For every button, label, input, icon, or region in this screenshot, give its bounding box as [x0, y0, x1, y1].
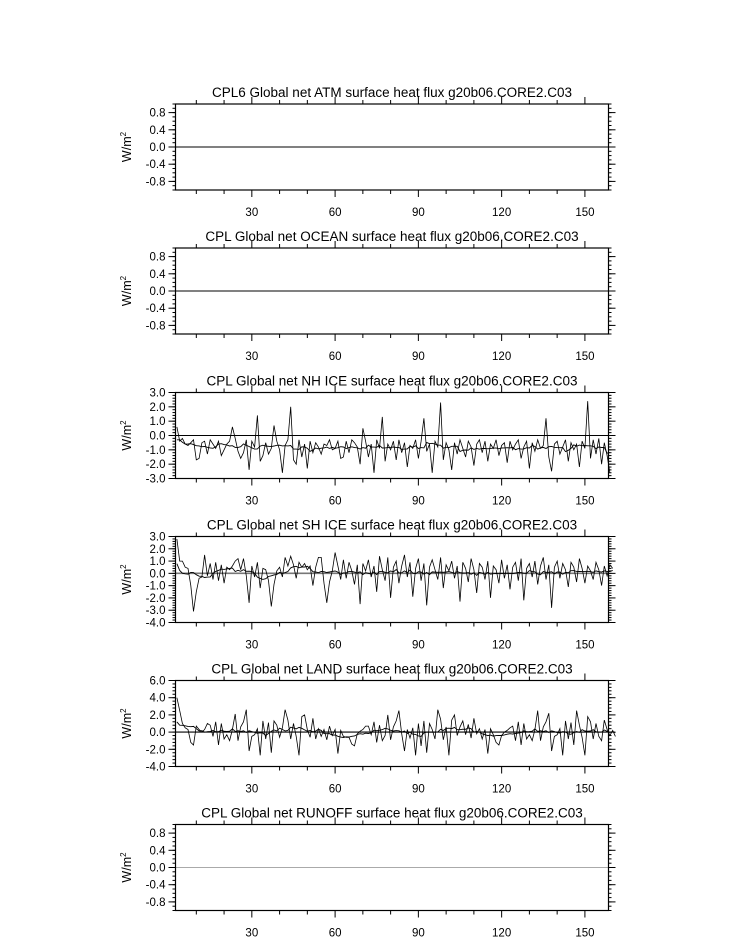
y-tick-label: 0.0 [149, 430, 166, 443]
x-tick-label: 90 [411, 351, 425, 363]
panel-title: CPL Global net NH ICE surface heat flux g20b06.CORE2.C03 [206, 373, 578, 389]
x-tick-label: 90 [411, 783, 425, 796]
y-axis-label [119, 708, 134, 739]
y-tick-label: 0.8 [149, 828, 166, 841]
panel-2 [119, 229, 616, 363]
panel-title: CPL Global net SH ICE surface heat flux g20b06.CORE2.C03 [206, 517, 578, 533]
x-tick-label: 30 [245, 495, 259, 508]
y-axis-label-exponent: 2 [119, 275, 128, 281]
y-tick-label: -0.4 [145, 303, 166, 316]
panel-3 [119, 374, 616, 508]
x-tick-label: 60 [328, 207, 342, 219]
x-tick-label: 30 [245, 351, 259, 363]
y-tick-label: -0.8 [145, 176, 166, 189]
y-tick-label: -3.0 [145, 605, 166, 618]
y-axis-label-exponent: 2 [119, 708, 128, 713]
y-tick-label: 0.0 [149, 568, 166, 581]
y-axis-label [119, 420, 134, 451]
x-tick-label: 30 [245, 207, 259, 219]
x-tick-label: 120 [492, 927, 512, 940]
y-axis-label [119, 852, 134, 883]
y-axis-label [119, 275, 134, 306]
panel-1 [119, 85, 616, 219]
x-tick-label: 150 [575, 495, 595, 508]
x-tick-label: 60 [328, 495, 342, 508]
x-tick-label: 90 [411, 207, 425, 219]
x-tick-label: 60 [328, 351, 342, 363]
plot-frame [176, 681, 609, 767]
x-tick-label: 30 [245, 927, 259, 940]
panel-title: CPL Global net RUNOFF surface heat flux g20b06.CORE2.C03 [201, 805, 583, 821]
x-tick-label: 150 [575, 639, 595, 652]
y-axis-label-exponent: 2 [119, 852, 128, 857]
panel-6 [119, 806, 616, 940]
x-tick-label: 120 [492, 783, 512, 796]
y-tick-label: -1.0 [145, 444, 166, 457]
x-tick-label: 150 [575, 351, 595, 363]
series-line-monthly [177, 698, 616, 756]
y-axis-label-exponent: 2 [119, 420, 128, 425]
y-tick-label: 2.0 [149, 401, 166, 414]
y-tick-label: -0.4 [145, 159, 166, 172]
x-tick-label: 90 [411, 639, 425, 652]
y-axis-label-unit: W/m [120, 424, 134, 451]
x-tick-label: 150 [575, 783, 595, 796]
y-tick-label: -2.0 [145, 459, 166, 472]
x-tick-label: 60 [328, 639, 342, 652]
y-axis-label [119, 564, 134, 595]
y-tick-label: 1.0 [149, 556, 166, 569]
series-line-monthly [177, 539, 613, 611]
x-tick-label: 30 [245, 783, 259, 796]
y-axis-label-exponent: 2 [119, 564, 128, 569]
x-tick-label: 30 [245, 639, 259, 652]
x-tick-label: 150 [575, 207, 595, 219]
y-tick-label: 0.0 [149, 142, 166, 154]
y-tick-label: -2.0 [145, 592, 166, 605]
y-tick-label: -4.0 [145, 761, 166, 774]
y-tick-label: 0.4 [149, 845, 166, 858]
y-tick-label: 0.4 [149, 268, 166, 281]
y-axis-label-unit: W/m [120, 856, 134, 883]
y-tick-label: 2.0 [149, 709, 166, 722]
y-axis-label-unit: W/m [120, 568, 134, 595]
y-tick-label: 1.0 [149, 416, 166, 429]
panel-title: CPL Global net OCEAN surface heat flux g20b06.CORE2.C03 [205, 229, 579, 244]
y-tick-label: 3.0 [149, 531, 166, 544]
y-tick-label: 0.8 [149, 107, 166, 120]
panel-5 [119, 662, 616, 796]
y-axis-label-unit: W/m [120, 136, 134, 163]
y-axis-label [119, 131, 134, 162]
y-axis-label-exponent: 2 [119, 131, 128, 137]
y-tick-label: 6.0 [149, 675, 166, 688]
x-tick-label: 90 [411, 495, 425, 508]
y-tick-label: -1.0 [145, 580, 166, 593]
panel-title: CPL Global net LAND surface heat flux g20b06.CORE2.C03 [211, 661, 573, 677]
x-tick-label: 120 [492, 207, 512, 219]
y-tick-label: 4.0 [149, 692, 166, 705]
y-axis-label-unit: W/m [120, 712, 134, 739]
y-axis-label-unit: W/m [120, 280, 134, 307]
y-tick-label: -4.0 [145, 617, 166, 630]
x-tick-label: 150 [575, 927, 595, 940]
panel-4 [119, 518, 616, 652]
y-tick-label: -0.4 [145, 879, 166, 892]
x-tick-label: 90 [411, 927, 425, 940]
panel-title: CPL6 Global net ATM surface heat flux g20b06.CORE2.C03 [212, 85, 572, 100]
y-tick-label: 0.0 [149, 862, 166, 875]
y-tick-label: 0.0 [149, 286, 166, 298]
x-tick-label: 60 [328, 783, 342, 796]
y-tick-label: -0.8 [145, 320, 166, 333]
y-tick-label: -2.0 [145, 744, 166, 757]
y-tick-label: 2.0 [149, 543, 166, 556]
x-tick-label: 120 [492, 351, 512, 363]
y-tick-label: -0.8 [145, 896, 166, 909]
y-tick-label: 3.0 [149, 387, 166, 400]
y-tick-label: 0.0 [149, 727, 166, 740]
series-line-monthly [177, 401, 610, 473]
y-tick-label: 0.4 [149, 124, 166, 137]
x-tick-label: 120 [492, 495, 512, 508]
x-tick-label: 60 [328, 927, 342, 940]
x-tick-label: 120 [492, 639, 512, 652]
y-tick-label: 0.8 [149, 251, 166, 264]
y-tick-label: -3.0 [145, 473, 166, 486]
